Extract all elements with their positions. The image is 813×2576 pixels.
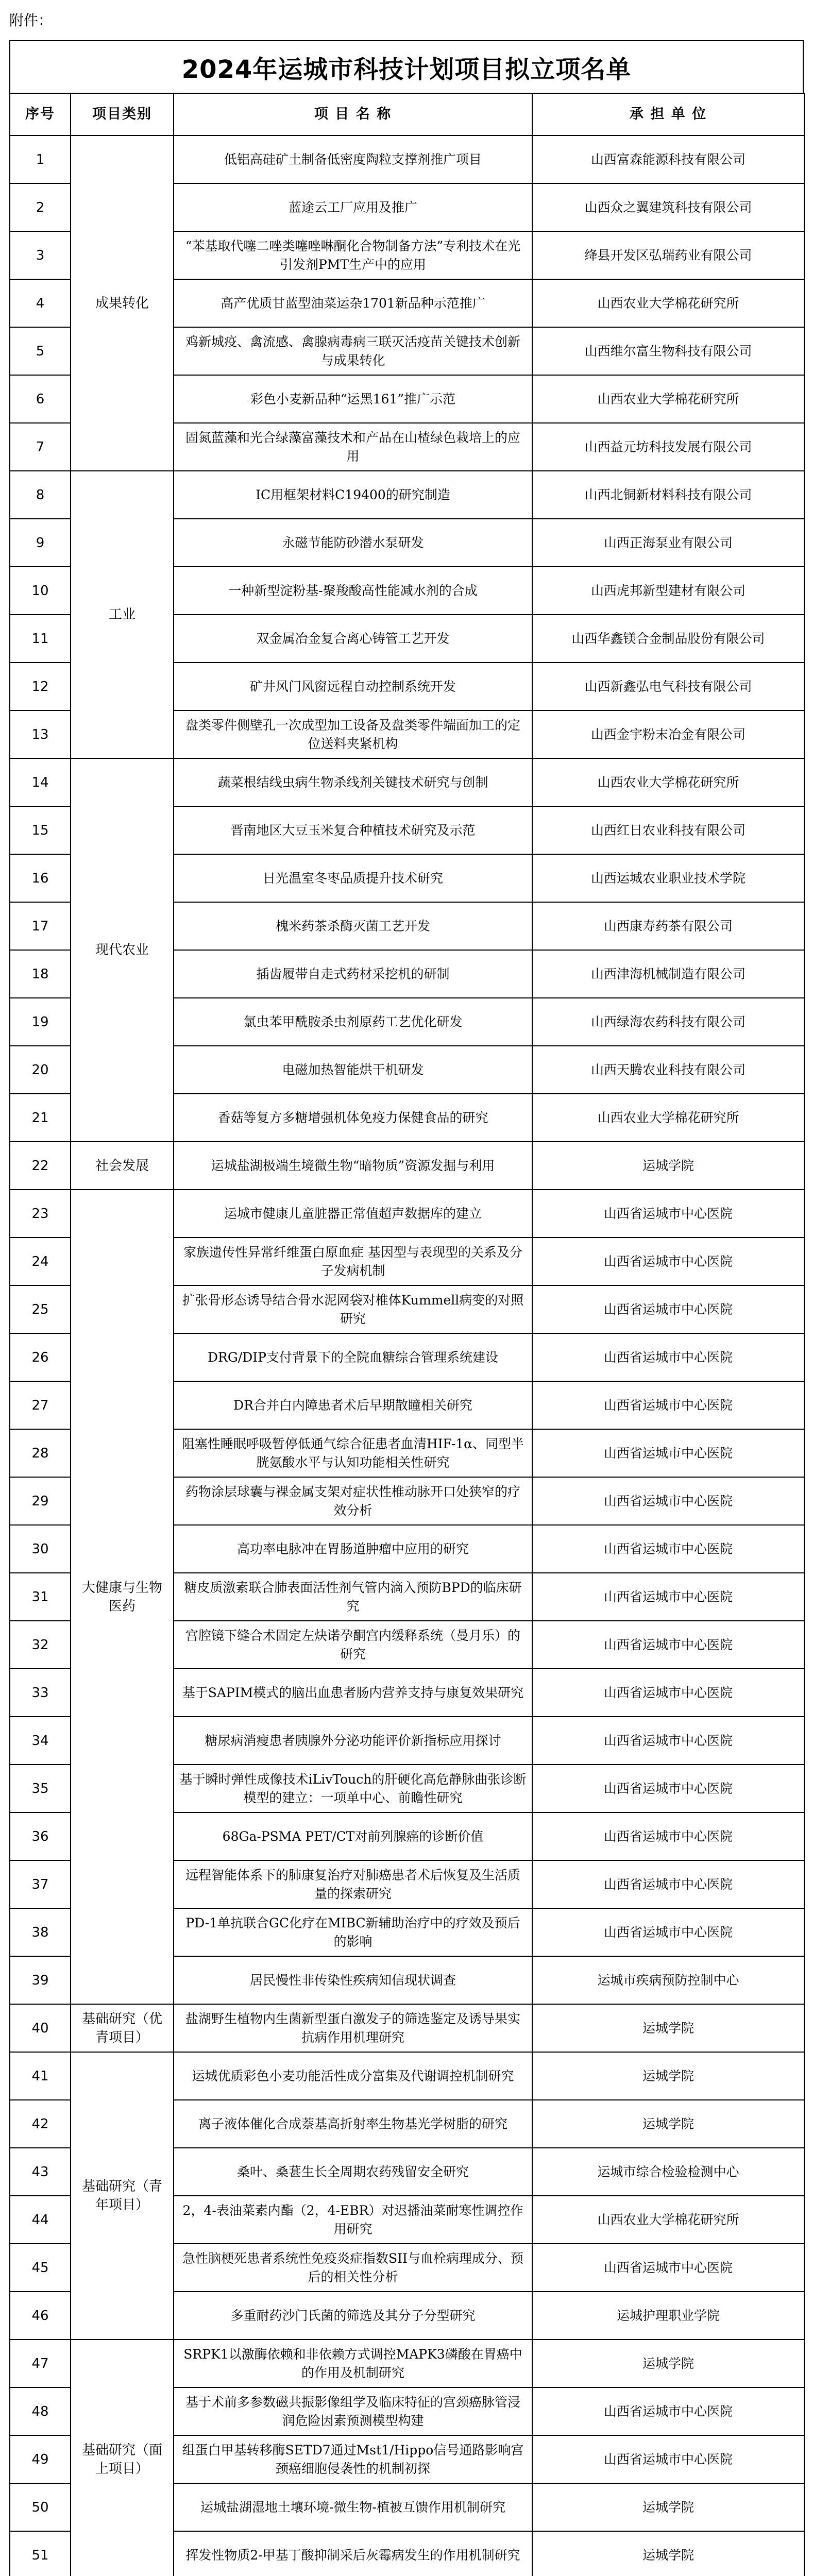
row-number: 48	[10, 2387, 71, 2435]
row-number: 33	[10, 1669, 71, 1717]
undertaking-unit: 运城学院	[532, 2004, 804, 2052]
project-name: 鸡新城疫、禽流感、禽腺病毒病三联灭活疫苗关键技术创新与成果转化	[174, 327, 532, 375]
attachment-label: 附件：	[9, 12, 53, 29]
category-cell: 基础研究（青年项目）	[71, 2052, 174, 2340]
project-name: 家族遗传性异常纤维蛋白原血症 基因型与表现型的关系及分子发病机制	[174, 1238, 532, 1285]
project-name: PD-1单抗联合GC化疗在MIBC新辅助治疗中的疗效及预后的影响	[174, 1908, 532, 1956]
project-name: 68Ga-PSMA PET/CT对前列腺癌的诊断价值	[174, 1812, 532, 1860]
row-number: 40	[10, 2004, 71, 2052]
row-number: 34	[10, 1717, 71, 1765]
table-row	[10, 1190, 804, 1238]
project-name: DRG/DIP支付背景下的全院血糖综合管理系统建设	[174, 1333, 532, 1381]
undertaking-unit: 山西省运城市中心医院	[532, 1525, 804, 1573]
project-name: DR合并白内障患者术后早期散瞳相关研究	[174, 1381, 532, 1429]
row-number: 21	[10, 1094, 71, 1142]
table-row	[10, 2052, 804, 2100]
undertaking-unit: 山西省运城市中心医院	[532, 1429, 804, 1477]
undertaking-unit: 山西绿海农药科技有限公司	[532, 998, 804, 1046]
row-number: 29	[10, 1477, 71, 1525]
row-number: 23	[10, 1190, 71, 1238]
row-number: 36	[10, 1812, 71, 1860]
row-number: 37	[10, 1860, 71, 1908]
row-number: 42	[10, 2100, 71, 2148]
undertaking-unit: 运城市综合检验检测中心	[532, 2148, 804, 2196]
table-row	[10, 758, 804, 806]
row-number: 30	[10, 1525, 71, 1573]
undertaking-unit: 山西津海机械制造有限公司	[532, 950, 804, 998]
undertaking-unit: 山西北铜新材料科技有限公司	[532, 471, 804, 519]
row-number: 17	[10, 902, 71, 950]
row-number: 38	[10, 1908, 71, 1956]
undertaking-unit: 山西富森能源科技有限公司	[532, 135, 804, 183]
project-name: 2，4-表油菜素内酯（2，4-EBR）对迟播油菜耐寒性调控作用研究	[174, 2196, 532, 2244]
undertaking-unit: 山西正海泵业有限公司	[532, 519, 804, 567]
project-name: 矿井风门风窗远程自动控制系统开发	[174, 663, 532, 710]
project-list-table	[9, 93, 805, 2576]
project-name: 日光温室冬枣品质提升技术研究	[174, 854, 532, 902]
row-number: 26	[10, 1333, 71, 1381]
row-number: 20	[10, 1046, 71, 1094]
row-number: 19	[10, 998, 71, 1046]
row-number: 43	[10, 2148, 71, 2196]
project-name: IC用框架材料C19400的研究制造	[174, 471, 532, 519]
row-number: 6	[10, 375, 71, 423]
undertaking-unit: 山西省运城市中心医院	[532, 1860, 804, 1908]
row-number: 16	[10, 854, 71, 902]
table-row	[10, 1142, 804, 1190]
row-number: 14	[10, 758, 71, 806]
undertaking-unit: 山西省运城市中心医院	[532, 1285, 804, 1333]
undertaking-unit: 运城学院	[532, 2052, 804, 2100]
project-name: “苯基取代噻二唑类噻唑啉酮化合物制备方法”专利技术在光引发剂PMT生产中的应用	[174, 231, 532, 279]
undertaking-unit: 山西农业大学棉花研究所	[532, 758, 804, 806]
project-name: 蓝途云工厂应用及推广	[174, 183, 532, 231]
table-row	[10, 2004, 804, 2052]
undertaking-unit: 运城市疾病预防控制中心	[532, 1956, 804, 2004]
row-number: 3	[10, 231, 71, 279]
undertaking-unit: 运城护理职业学院	[532, 2292, 804, 2340]
project-name: 氯虫苯甲酰胺杀虫剂原药工艺优化研发	[174, 998, 532, 1046]
undertaking-unit: 运城学院	[532, 2340, 804, 2387]
project-name: 双金属冶金复合离心铸管工艺开发	[174, 615, 532, 663]
row-number: 44	[10, 2196, 71, 2244]
category-cell: 基础研究（优青项目）	[71, 2004, 174, 2052]
project-name: 挥发性物质2-甲基丁酸抑制采后灰霉病发生的作用机制研究	[174, 2531, 532, 2576]
undertaking-unit: 山西红日农业科技有限公司	[532, 806, 804, 854]
category-cell: 成果转化	[71, 135, 174, 471]
project-name: 宫腔镜下缝合术固定左炔诺孕酮宫内缓释系统（曼月乐）的研究	[174, 1621, 532, 1669]
table-row	[10, 471, 804, 519]
project-name: 离子液体催化合成萘基高折射率生物基光学树脂的研究	[174, 2100, 532, 2148]
undertaking-unit: 山西天腾农业科技有限公司	[532, 1046, 804, 1094]
project-name: 永磁节能防砂潜水泵研发	[174, 519, 532, 567]
project-name: 蔬菜根结线虫病生物杀线剂关键技术研究与创制	[174, 758, 532, 806]
undertaking-unit: 山西省运城市中心医院	[532, 2244, 804, 2292]
project-name: 组蛋白甲基转移酶SETD7通过Mst1/Hippo信号通路影响宫颈癌细胞侵袭性的机制初探	[174, 2435, 532, 2483]
project-name: 药物涂层球囊与裸金属支架对症状性椎动脉开口处狭窄的疗效分析	[174, 1477, 532, 1525]
undertaking-unit: 山西农业大学棉花研究所	[532, 1094, 804, 1142]
row-number: 39	[10, 1956, 71, 2004]
row-number: 1	[10, 135, 71, 183]
row-number: 15	[10, 806, 71, 854]
project-name: 运城市健康儿童脏器正常值超声数据库的建立	[174, 1190, 532, 1238]
project-name: 运城优质彩色小麦功能活性成分富集及代谢调控机制研究	[174, 2052, 532, 2100]
category-cell: 基础研究（面上项目）	[71, 2340, 174, 2576]
row-number: 27	[10, 1381, 71, 1429]
category-cell: 工业	[71, 471, 174, 758]
undertaking-unit: 山西省运城市中心医院	[532, 1238, 804, 1285]
undertaking-unit: 山西金宇粉末冶金有限公司	[532, 710, 804, 758]
project-name: 居民慢性非传染性疾病知信现状调查	[174, 1956, 532, 2004]
undertaking-unit: 山西省运城市中心医院	[532, 1717, 804, 1765]
row-number: 25	[10, 1285, 71, 1333]
project-name: 运城盐湖湿地土壤环境-微生物-植被互馈作用机制研究	[174, 2483, 532, 2531]
project-name: 低铝高硅矿土制备低密度陶粒支撑剂推广项目	[174, 135, 532, 183]
undertaking-unit: 山西益元坊科技发展有限公司	[532, 423, 804, 471]
header-no: 序号	[10, 93, 71, 135]
project-name: 糖皮质激素联合肺表面活性剂气管内滴入预防BPD的临床研究	[174, 1573, 532, 1621]
project-name: 多重耐药沙门氏菌的筛选及其分子分型研究	[174, 2292, 532, 2340]
undertaking-unit: 运城学院	[532, 2483, 804, 2531]
row-number: 13	[10, 710, 71, 758]
header-name: 项 目 名 称	[174, 93, 532, 135]
undertaking-unit: 山西省运城市中心医院	[532, 1621, 804, 1669]
row-number: 45	[10, 2244, 71, 2292]
category-cell: 现代农业	[71, 758, 174, 1142]
row-number: 18	[10, 950, 71, 998]
project-name: 插齿履带自走式药材采挖机的研制	[174, 950, 532, 998]
table-row	[10, 135, 804, 183]
undertaking-unit: 山西运城农业职业技术学院	[532, 854, 804, 902]
undertaking-unit: 山西农业大学棉花研究所	[532, 2196, 804, 2244]
undertaking-unit: 山西省运城市中心医院	[532, 1765, 804, 1812]
undertaking-unit: 山西省运城市中心医院	[532, 1573, 804, 1621]
undertaking-unit: 山西省运城市中心医院	[532, 1669, 804, 1717]
row-number: 11	[10, 615, 71, 663]
project-name: 一种新型淀粉基-聚羧酸高性能减水剂的合成	[174, 567, 532, 615]
row-number: 32	[10, 1621, 71, 1669]
project-name: 运城盐湖极端生境微生物“暗物质”资源发掘与利用	[174, 1142, 532, 1190]
undertaking-unit: 山西省运城市中心医院	[532, 1381, 804, 1429]
undertaking-unit: 绛县开发区弘瑞药业有限公司	[532, 231, 804, 279]
table-body	[10, 135, 804, 2576]
project-name: 基于瞬时弹性成像技术iLivTouch的肝硬化高危静脉曲张诊断模型的建立：一项单中心、前瞻性研究	[174, 1765, 532, 1812]
category-cell: 大健康与生物医药	[71, 1190, 174, 2004]
project-name: 槐米药茶杀酶灭菌工艺开发	[174, 902, 532, 950]
project-name: 彩色小麦新品种“运黑161”推广示范	[174, 375, 532, 423]
project-name: 盐湖野生植物内生菌新型蛋白激发子的筛选鉴定及诱导果实抗病作用机理研究	[174, 2004, 532, 2052]
category-cell: 社会发展	[71, 1142, 174, 1190]
row-number: 8	[10, 471, 71, 519]
row-number: 9	[10, 519, 71, 567]
undertaking-unit: 山西虎邦新型建材有限公司	[532, 567, 804, 615]
row-number: 50	[10, 2483, 71, 2531]
row-number: 10	[10, 567, 71, 615]
row-number: 22	[10, 1142, 71, 1190]
header-unit: 承 担 单 位	[532, 93, 804, 135]
undertaking-unit: 运城学院	[532, 1142, 804, 1190]
row-number: 2	[10, 183, 71, 231]
row-number: 5	[10, 327, 71, 375]
undertaking-unit: 山西康寿药茶有限公司	[532, 902, 804, 950]
project-name: 高功率电脉冲在胃肠道肿瘤中应用的研究	[174, 1525, 532, 1573]
project-name: 盘类零件侧壁孔一次成型加工设备及盘类零件端面加工的定位送料夹紧机构	[174, 710, 532, 758]
undertaking-unit: 山西维尔富生物科技有限公司	[532, 327, 804, 375]
row-number: 41	[10, 2052, 71, 2100]
table-row	[10, 2340, 804, 2387]
project-name: 急性脑梗死患者系统性免疫炎症指数SII与血栓病理成分、预后的相关性分析	[174, 2244, 532, 2292]
undertaking-unit: 山西省运城市中心医院	[532, 2387, 804, 2435]
project-name: 晋南地区大豆玉米复合种植技术研究及示范	[174, 806, 532, 854]
row-number: 46	[10, 2292, 71, 2340]
row-number: 49	[10, 2435, 71, 2483]
project-name: 桑叶、桑葚生长全周期农药残留安全研究	[174, 2148, 532, 2196]
row-number: 4	[10, 279, 71, 327]
project-name: 基于SAPIM模式的脑出血患者肠内营养支持与康复效果研究	[174, 1669, 532, 1717]
row-number: 28	[10, 1429, 71, 1477]
row-number: 12	[10, 663, 71, 710]
undertaking-unit: 山西众之翼建筑科技有限公司	[532, 183, 804, 231]
undertaking-unit: 山西省运城市中心医院	[532, 1477, 804, 1525]
project-name: 基于术前多参数磁共振影像组学及临床特征的宫颈癌脉管浸润危险因素预测模型构建	[174, 2387, 532, 2435]
row-number: 31	[10, 1573, 71, 1621]
row-number: 47	[10, 2340, 71, 2387]
undertaking-unit: 山西省运城市中心医院	[532, 1908, 804, 1956]
undertaking-unit: 山西省运城市中心医院	[532, 2435, 804, 2483]
project-name: 高产优质甘蓝型油菜运杂1701新品种示范推广	[174, 279, 532, 327]
project-name: 香菇等复方多糖增强机体免疫力保健食品的研究	[174, 1094, 532, 1142]
project-name: 糖尿病消瘦患者胰腺外分泌功能评价新指标应用探讨	[174, 1717, 532, 1765]
undertaking-unit: 山西农业大学棉花研究所	[532, 375, 804, 423]
table-header-row	[10, 93, 804, 135]
undertaking-unit: 运城学院	[532, 2531, 804, 2576]
row-number: 7	[10, 423, 71, 471]
row-number: 35	[10, 1765, 71, 1812]
project-name: 远程智能体系下的肺康复治疗对肺癌患者术后恢复及生活质量的探索研究	[174, 1860, 532, 1908]
undertaking-unit: 运城学院	[532, 2100, 804, 2148]
undertaking-unit: 山西省运城市中心医院	[532, 1812, 804, 1860]
project-name: 扩张骨形态诱导结合骨水泥网袋对椎体Kummell病变的对照研究	[174, 1285, 532, 1333]
undertaking-unit: 山西新鑫弘电气科技有限公司	[532, 663, 804, 710]
project-name: 固氮蓝藻和光合绿藻富藻技术和产品在山楂绿色栽培上的应用	[174, 423, 532, 471]
document-title: 2024年运城市科技计划项目拟立项名单	[9, 40, 804, 94]
row-number: 24	[10, 1238, 71, 1285]
undertaking-unit: 山西农业大学棉花研究所	[532, 279, 804, 327]
undertaking-unit: 山西省运城市中心医院	[532, 1333, 804, 1381]
project-name: SRPK1以激酶依赖和非依赖方式调控MAPK3磷酸在胃癌中的作用及机制研究	[174, 2340, 532, 2387]
project-name: 阻塞性睡眠呼吸暂停低通气综合征患者血清HIF-1α、同型半胱氨酸水平与认知功能相关性研究	[174, 1429, 532, 1477]
header-category: 项目类别	[71, 93, 174, 135]
undertaking-unit: 山西华鑫镁合金制品股份有限公司	[532, 615, 804, 663]
project-name: 电磁加热智能烘干机研发	[174, 1046, 532, 1094]
undertaking-unit: 山西省运城市中心医院	[532, 1190, 804, 1238]
row-number: 51	[10, 2531, 71, 2576]
